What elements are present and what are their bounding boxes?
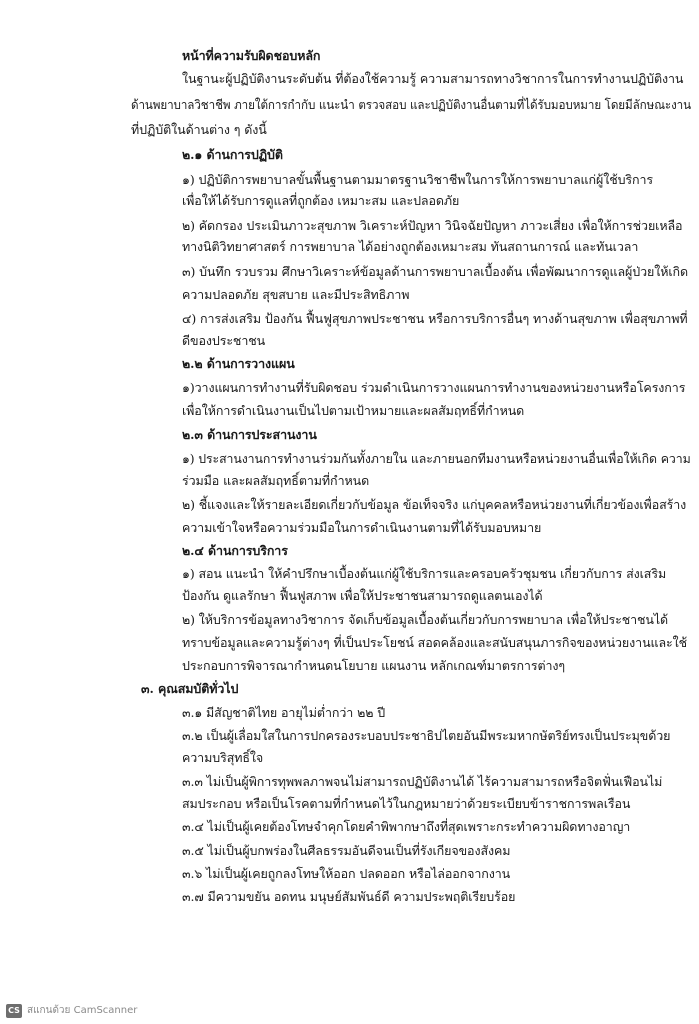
section-2-1-line: ๑) ปฏิบัติการพยาบาลขั้นพื้นฐานตามมาตรฐานวิชาชีพในการให้การพยาบาลแก่ผู้ใช้บริการ xyxy=(182,172,654,187)
section-3-line: ๓.๑ มีสัญชาติไทย อายุไม่ต่ำกว่า ๒๒ ปี xyxy=(182,705,386,720)
section-2-3-line: ๒) ชี้แจงและให้รายละเอียดเกี่ยวกับข้อมูล ข้อเท็จจริง แก่บุคคลหรือหน่วยงานที่เกี่ยวข้องเพื่อสร้าง xyxy=(182,497,687,512)
camscanner-logo-icon: CS xyxy=(6,1004,22,1018)
section-2-3-line: ๑) ประสานงานการทำงานร่วมกันทั้งภายใน และภายนอกทีมงานหรือหน่วยงานอื่นเพื่อให้เกิด ความ xyxy=(182,451,691,466)
intro-line-2: ด้านพยาบาลวิชาชีพ ภายใต้การกำกับ แนะนำ ตรวจสอบ และปฏิบัติงานอื่นตามที่ได้รับมอบหมาย โดยมีลักษณะงาน xyxy=(131,97,692,112)
section-2-1-line: ความปลอดภัย สุขสบาย และมีประสิทธิภาพ xyxy=(182,287,410,302)
section-2-4-title: ๒.๔ ด้านการบริการ xyxy=(182,543,288,558)
intro-line-1: ในฐานะผู้ปฏิบัติงานระดับต้น ที่ต้องใช้ความรู้ ความสามารถทางวิชาการในการทำงานปฏิบัติงาน xyxy=(182,71,684,86)
section-2-4-line: ๑) สอน แนะนำ ให้คำปรึกษาเบื้องต้นแก่ผู้ใช้บริการและครอบครัวชุมชน เกี่ยวกับการ ส่งเสริม xyxy=(182,566,667,581)
section-3-title: ๓. คุณสมบัติทั่วไป xyxy=(141,681,239,696)
section-2-2-line: ๑)วางแผนการทำงานที่รับผิดชอบ ร่วมดำเนินการวางแผนการทำงานของหน่วยงานหรือโครงการ xyxy=(182,380,686,395)
section-3-line: ๓.๔ ไม่เป็นผู้เคยต้องโทษจำคุกโดยคำพิพากษาถึงที่สุดเพราะกระทำความผิดทางอาญา xyxy=(182,819,631,834)
intro-line-3: ที่ปฏิบัติในด้านต่าง ๆ ดังนี้ xyxy=(131,122,267,137)
section-3-line: ๓.๖ ไม่เป็นผู้เคยถูกลงโทษให้ออก ปลดออก หรือไล่ออกจากงาน xyxy=(182,866,511,881)
section-2-3-line: ความเข้าใจหรือความร่วมมือในการดำเนินงานตามที่ได้รับมอบหมาย xyxy=(182,520,542,535)
section-2-3-title: ๒.๓ ด้านการประสานงาน xyxy=(182,427,317,442)
section-2-4-line: ประกอบการพิจารณากำหนดนโยบาย แผนงาน หลักเกณฑ์มาตรการต่างๆ xyxy=(182,658,566,673)
section-2-1-line: ดีของประชาชน xyxy=(182,333,266,348)
section-2-2-line: เพื่อให้การดำเนินงานเป็นไปตามเป้าหมายและผลสัมฤทธิ์ที่กำหนด xyxy=(182,403,525,418)
section-3-line: ความบริสุทธิ์ใจ xyxy=(182,750,264,765)
section-2-1-line: ทางนิติวิทยาศาสตร์ การพยาบาล ได้อย่างถูกต้องเหมาะสม ทันสถานการณ์ และทันเวลา xyxy=(182,239,639,254)
section-2-4-line: ๒) ให้บริการข้อมูลทางวิชาการ จัดเก็บข้อมูลเบื้องต้นเกี่ยวกับการพยาบาล เพื่อให้ประชาชนได้ xyxy=(182,612,669,627)
section-2-3-line: ร่วมมือ และผลสัมฤทธิ์ตามที่กำหนด xyxy=(182,473,370,488)
section-2-1-line: ๔) การส่งเสริม ป้องกัน ฟื้นฟูสุขภาพประชาชน หรือการบริการอื่นๆ ทางด้านสุขภาพ เพื่อสุขภาพที่ xyxy=(182,311,688,326)
section-2-4-line: ทราบข้อมูลและความรู้ต่างๆ ที่เป็นประโยชน์ สอดคล้องและสนับสนุนภารกิจของหน่วยงานและใช้ xyxy=(182,635,688,650)
section-3-line: ๓.๕ ไม่เป็นผู้บกพร่องในศีลธรรมอันดีจนเป็นที่รังเกียจของสังคม xyxy=(182,843,511,858)
section-2-1-line: ๓) บันทึก รวบรวม ศึกษาวิเคราะห์ข้อมูลด้านการพยาบาลเบื้องต้น เพื่อพัฒนาการดูแลผู้ป่วยให้เกิด xyxy=(182,264,689,279)
section-2-1-line: เพื่อให้ได้รับการดูแลที่ถูกต้อง เหมาะสม และปลอดภัย xyxy=(182,193,460,208)
camscanner-watermark xyxy=(6,1003,137,1018)
main-heading: หน้าที่ความรับผิดชอบหลัก xyxy=(182,48,321,63)
section-2-4-line: ป้องกัน ดูแลรักษา ฟื้นฟูสภาพ เพื่อให้ประชาชนสามารถดูแลตนเองได้ xyxy=(182,588,543,603)
section-2-2-title: ๒.๒ ด้านการวางแผน xyxy=(182,356,295,371)
section-2-1-title: ๒.๑ ด้านการปฏิบัติ xyxy=(182,147,283,162)
section-3-line: ๓.๗ มีความขยัน อดทน มนุษย์สัมพันธ์ดี ความประพฤติเรียบร้อย xyxy=(182,889,516,904)
section-3-line: ๓.๒ เป็นผู้เลื่อมใสในการปกครองระบอบประชาธิปไตยอันมีพระมหากษัตริย์ทรงเป็นประมุขด้วย xyxy=(182,728,671,743)
watermark-text: สแกนด้วย CamScanner xyxy=(27,1005,138,1016)
section-2-1-line: ๒) คัดกรอง ประเมินภาวะสุขภาพ วิเคราะห์ปัญหา วินิจฉัยปัญหา ภาวะเสี่ยง เพื่อให้การช่วยเหลือ xyxy=(182,218,683,233)
section-3-line: ๓.๓ ไม่เป็นผู้พิการทุพพลภาพจนไม่สามารถปฏิบัติงานได้ ไร้ความสามารถหรือจิตฟั่นเฟือนไม่ xyxy=(182,774,663,789)
section-3-line: สมประกอบ หรือเป็นโรคตามที่กำหนดไว้ในกฎหมายว่าด้วยระเบียบข้าราชการพลเรือน xyxy=(182,796,631,811)
